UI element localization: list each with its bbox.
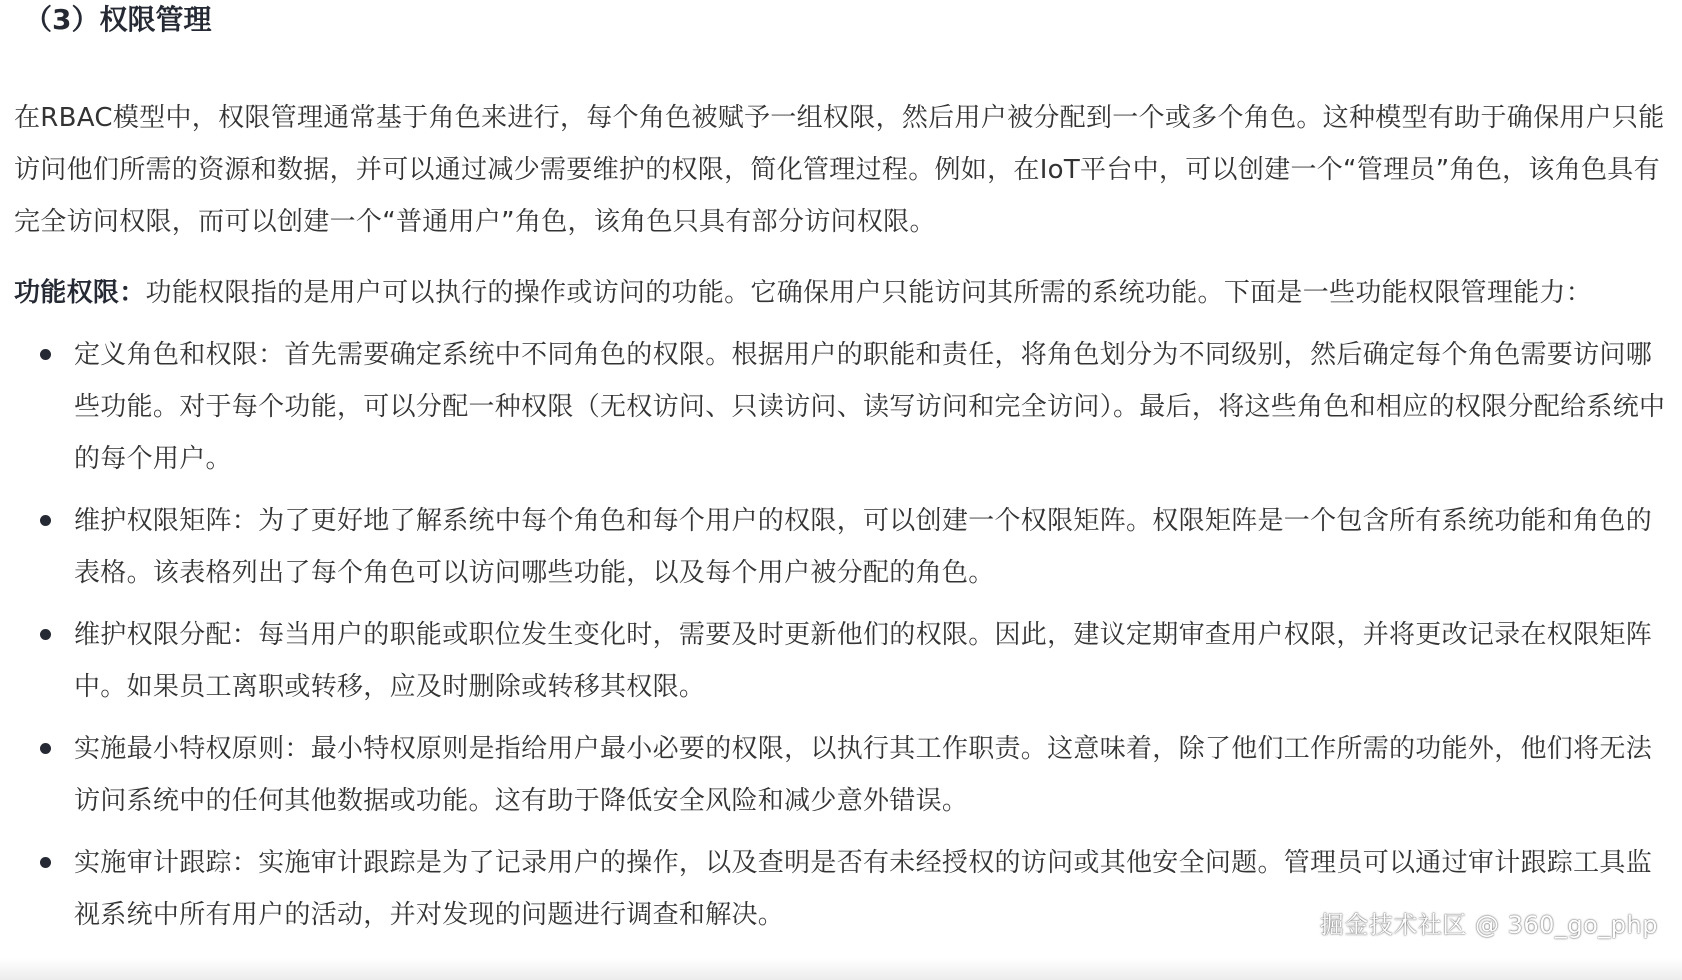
functional-permission-lead: 功能权限： xyxy=(14,278,146,308)
bullet-dot-icon xyxy=(40,515,51,526)
list-item xyxy=(14,609,1666,713)
list-item-text: 定义角色和权限：首先需要确定系统中不同角色的权限。根据用户的职能和责任，将角色划分为不同级别，然后确定每个角色需要访问哪些功能。对于每个功能，可以分配一种权限（无权访问、只读访问、读写访问和完全访问）。最后，将这些角色和相应的权限分配给系统中的每个用户。 xyxy=(74,340,1666,474)
capability-list xyxy=(14,329,1666,941)
intro-paragraph: 在RBAC模型中，权限管理通常基于角色来进行，每个角色被赋予一组权限，然后用户被分配到一个或多个角色。这种模型有助于确保用户只能访问他们所需的资源和数据，并可以通过减少需要维护的权限，简化管理过程。例如，在IoT平台中，可以创建一个“管理员”角色，该角色具有完全访问权限，而可以创建一个“普通用户”角色，该角色只具有部分访问权限。 xyxy=(14,103,1665,237)
bullet-dot-icon xyxy=(40,629,51,640)
bullet-dot-icon xyxy=(40,743,51,754)
bottom-edge-fade xyxy=(0,958,1682,980)
bullet-dot-icon xyxy=(40,857,51,868)
functional-permission-text: 功能权限指的是用户可以执行的操作或访问的功能。它确保用户只能访问其所需的系统功能。下面是一些功能权限管理能力： xyxy=(145,278,1593,308)
watermark: 掘金技术社区 @ 360_go_php xyxy=(1319,911,1658,939)
list-item-text: 维护权限分配：每当用户的职能或职位发生变化时，需要及时更新他们的权限。因此，建议定期审查用户权限，并将更改记录在权限矩阵中。如果员工离职或转移，应及时删除或转移其权限。 xyxy=(74,620,1653,702)
list-item xyxy=(14,329,1666,485)
list-item-text: 实施最小特权原则：最小特权原则是指给用户最小必要的权限，以执行其工作职责。这意味着，除了他们工作所需的功能外，他们将无法访问系统中的任何其他数据或功能。这有助于降低安全风险和减少意外错误。 xyxy=(74,734,1653,816)
functional-permission-paragraph xyxy=(14,267,1666,319)
list-item-text: 维护权限矩阵：为了更好地了解系统中每个角色和每个用户的权限，可以创建一个权限矩阵。权限矩阵是一个包含所有系统功能和角色的表格。该表格列出了每个角色可以访问哪些功能，以及每个用户被分配的角色。 xyxy=(74,506,1653,588)
list-item xyxy=(14,723,1666,827)
article-body xyxy=(14,0,1666,951)
list-item xyxy=(14,495,1666,599)
section-heading: （3）权限管理 xyxy=(24,3,212,36)
list-item-text: 实施审计跟踪：实施审计跟踪是为了记录用户的操作，以及查明是否有未经授权的访问或其他安全问题。管理员可以通过审计跟踪工具监视系统中所有用户的活动，并对发现的问题进行调查和解决。 xyxy=(74,848,1653,930)
bullet-dot-icon xyxy=(40,349,51,360)
